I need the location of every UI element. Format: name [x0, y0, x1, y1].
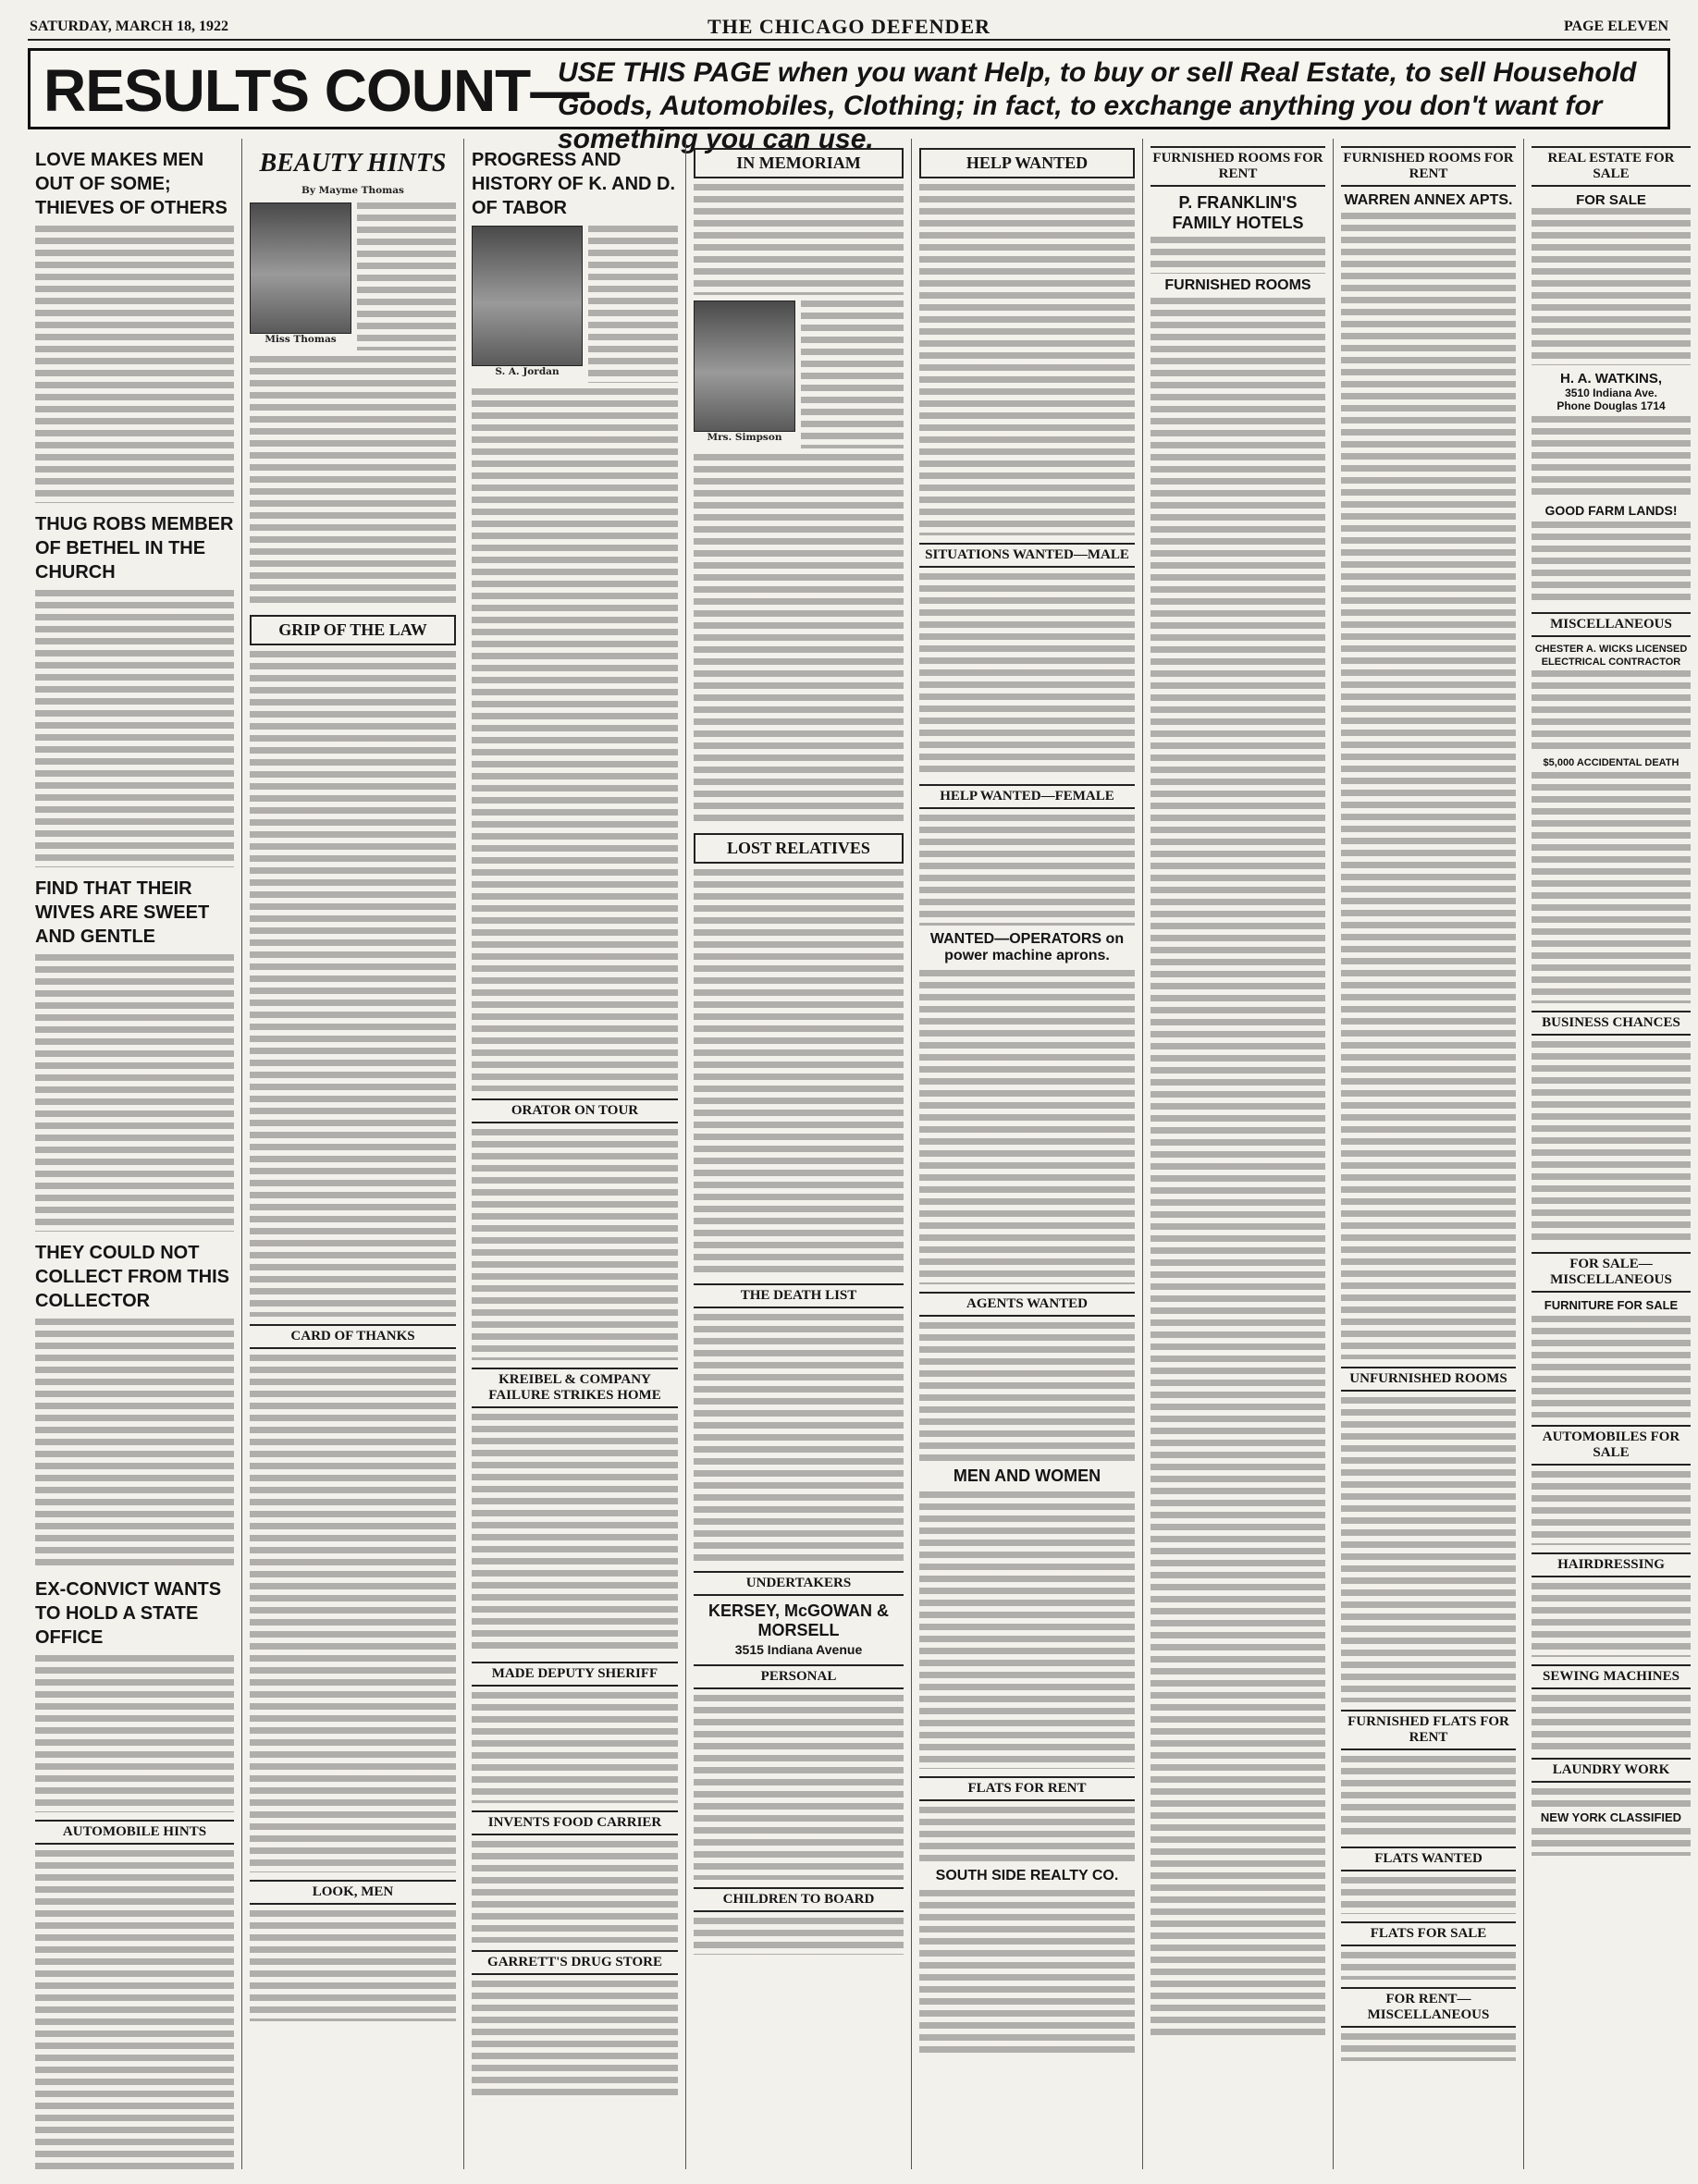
- classified-text: [1150, 298, 1325, 2036]
- banner-title: RESULTS COUNT—: [43, 57, 589, 124]
- article-text: [250, 1355, 456, 1872]
- classified-text: [919, 815, 1135, 926]
- watkins-ad: H. A. WATKINS,: [1560, 371, 1662, 386]
- classified-text: [1532, 208, 1691, 365]
- section-heading: MISCELLANEOUS: [1532, 612, 1691, 637]
- listing-text: [694, 869, 904, 1276]
- article-text: [250, 356, 456, 606]
- farm-lands-ad: GOOD FARM LANDS!: [1544, 503, 1678, 518]
- photo-caption: Mrs. Simpson: [707, 432, 782, 443]
- classified-text: [1150, 237, 1325, 274]
- article-text: [472, 1414, 678, 1654]
- watkins-phone: Phone Douglas 1714: [1556, 399, 1666, 412]
- column-3: [464, 139, 686, 2169]
- photo-caption: S. A. Jordan: [495, 366, 560, 377]
- classified-text: [1532, 670, 1691, 754]
- classified-text: [919, 1807, 1135, 1862]
- banner-text: USE THIS PAGE when you want Help, to buy or sell Real Estate, to sell Household Goods, Automobiles, Clothing; in fact, to exchange anything you don't want for something you can use.: [558, 57, 1637, 154]
- page-number: PAGE ELEVEN: [1563, 18, 1668, 34]
- ny-classified-heading: NEW YORK CLASSIFIED: [1540, 1810, 1682, 1824]
- column-1: [28, 139, 242, 2169]
- issue-date: SATURDAY, MARCH 18, 1922: [30, 18, 228, 34]
- paper-name: THE CHICAGO DEFENDER: [707, 15, 991, 38]
- byline: By Mayme Thomas: [301, 185, 404, 196]
- section-heading: THE DEATH LIST: [694, 1283, 904, 1308]
- watkins-address: 3510 Indiana Ave.: [1565, 386, 1657, 399]
- classified-text: [1341, 2033, 1516, 2061]
- portrait-photo: [694, 301, 795, 432]
- section-heading: LAUNDRY WORK: [1532, 1758, 1691, 1783]
- column-7: [1334, 139, 1524, 2169]
- section-heading: MADE DEPUTY SHERIFF: [472, 1662, 678, 1687]
- section-heading: FURNISHED FLATS FOR RENT: [1341, 1710, 1516, 1750]
- article-text: [35, 1850, 234, 2169]
- section-heading: FURNISHED ROOMS FOR RENT: [1341, 146, 1516, 187]
- classified-text: [919, 1890, 1135, 2056]
- listing-text: [694, 1695, 904, 1880]
- article-text: [472, 1692, 678, 1803]
- column-5: [912, 139, 1143, 2169]
- column-6: [1143, 139, 1334, 2169]
- memorial-text: [801, 301, 904, 448]
- furnished-rooms-ad: FURNISHED ROOMS: [1164, 277, 1311, 293]
- classified-text: [1341, 1952, 1516, 1980]
- column-4: [686, 139, 912, 2169]
- section-heading: ORATOR ON TOUR: [472, 1098, 678, 1123]
- classified-text: [919, 970, 1135, 1284]
- classified-text: [1341, 1756, 1516, 1839]
- classified-text: [1532, 1041, 1691, 1245]
- results-count-banner: [28, 48, 1670, 154]
- article-text: [250, 1910, 456, 2021]
- classified-text: [1532, 772, 1691, 1003]
- section-heading: HAIRDRESSING: [1532, 1552, 1691, 1577]
- operators-ad: WANTED—OPERATORS on power machine aprons.: [929, 931, 1125, 963]
- headline: THEY COULD NOT COLLECT FROM THIS COLLECTOR: [35, 1243, 229, 1311]
- section-heading: AGENTS WANTED: [919, 1292, 1135, 1317]
- section-heading: FOR RENT—MISCELLANEOUS: [1341, 1987, 1516, 2028]
- section-heading: REAL ESTATE FOR SALE: [1532, 146, 1691, 187]
- beauty-hints-title: BEAUTY HINTS: [259, 149, 447, 178]
- section-heading: HELP WANTED—FEMALE: [919, 784, 1135, 809]
- classified-text: [919, 184, 1135, 535]
- section-heading: CARD OF THANKS: [250, 1324, 456, 1349]
- photo-caption: Miss Thomas: [265, 334, 337, 345]
- memorial-text: [694, 184, 904, 295]
- column-8: [1524, 139, 1698, 2169]
- listing-text: [694, 1918, 904, 1955]
- masthead: [28, 11, 1670, 41]
- section-heading: GARRETT'S DRUG STORE: [472, 1950, 678, 1975]
- classified-text: [1532, 416, 1691, 499]
- article-text: [35, 226, 234, 503]
- section-heading: LOST RELATIVES: [694, 833, 904, 864]
- article-text: [472, 1981, 678, 2101]
- section-heading: FLATS WANTED: [1341, 1847, 1516, 1871]
- section-heading: FURNISHED ROOMS FOR RENT: [1150, 146, 1325, 187]
- classified-text: [1341, 1877, 1516, 1914]
- section-heading: CHILDREN TO BOARD: [694, 1887, 904, 1912]
- headline: PROGRESS AND HISTORY OF K. AND D. OF TABOR: [472, 150, 676, 218]
- classified-text: [1532, 521, 1691, 605]
- section-heading: HELP WANTED: [919, 148, 1135, 178]
- classified-text: [1532, 1788, 1691, 1807]
- section-heading: FOR SALE: [1576, 192, 1646, 208]
- listing-text: [694, 1314, 904, 1564]
- article-text: [35, 1319, 234, 1568]
- section-heading: KREIBEL & COMPANY FAILURE STRIKES HOME: [472, 1368, 678, 1408]
- wicks-ad: CHESTER A. WICKS LICENSED ELECTRICAL CONTRACTOR: [1534, 644, 1688, 668]
- section-heading: BUSINESS CHANCES: [1532, 1011, 1691, 1036]
- section-heading: IN MEMORIAM: [694, 148, 904, 178]
- article-text: [357, 202, 456, 350]
- column-2: [242, 139, 464, 2169]
- classified-text: [1341, 1397, 1516, 1702]
- classified-text: [919, 1322, 1135, 1461]
- headline: THUG ROBS MEMBER OF BETHEL IN THE CHURCH: [35, 514, 234, 583]
- accident-ad: $5,000 ACCIDENTAL DEATH: [1543, 757, 1680, 768]
- section-heading: PERSONAL: [694, 1664, 904, 1689]
- portrait-photo: [472, 226, 583, 366]
- undertaker-address: 3515 Indiana Avenue: [734, 1642, 863, 1657]
- section-heading: LOOK, MEN: [250, 1880, 456, 1905]
- classified-text: [1532, 1316, 1691, 1417]
- classified-text: [919, 1491, 1135, 1769]
- classified-text: [1532, 1695, 1691, 1750]
- classified-text: [1532, 1583, 1691, 1657]
- warren-annex-ad: WARREN ANNEX APTS.: [1344, 192, 1513, 208]
- section-heading: FOR SALE—MISCELLANEOUS: [1532, 1252, 1691, 1293]
- portrait-photo: [250, 202, 351, 334]
- section-heading: FLATS FOR SALE: [1341, 1921, 1516, 1946]
- article-text: [35, 954, 234, 1232]
- section-heading: UNDERTAKERS: [694, 1571, 904, 1596]
- section-heading: FLATS FOR RENT: [919, 1776, 1135, 1801]
- headline: EX-CONVICT WANTS TO HOLD A STATE OFFICE: [35, 1579, 222, 1648]
- undertaker-ad: KERSEY, McGOWAN & MORSELL: [708, 1601, 890, 1639]
- classified-text: [1532, 1471, 1691, 1545]
- headline: LOVE MAKES MEN OUT OF SOME; THIEVES OF OTHERS: [35, 150, 228, 218]
- section-heading: GRIP OF THE LAW: [250, 615, 456, 645]
- furniture-ad: FURNITURE FOR SALE: [1544, 1298, 1679, 1312]
- section-heading: UNFURNISHED ROOMS: [1341, 1367, 1516, 1392]
- classified-text: [1341, 213, 1516, 1359]
- section-heading: SEWING MACHINES: [1532, 1664, 1691, 1689]
- realty-ad: SOUTH SIDE REALTY CO.: [935, 1868, 1119, 1883]
- article-text: [250, 651, 456, 1317]
- memorial-text: [694, 454, 904, 824]
- classified-text: [919, 573, 1135, 777]
- section-heading: INVENTS FOOD CARRIER: [472, 1810, 678, 1835]
- section-heading: AUTOMOBILES FOR SALE: [1532, 1425, 1691, 1466]
- men-and-women-ad: MEN AND WOMEN: [953, 1466, 1101, 1485]
- article-text: [35, 590, 234, 867]
- article-text: [588, 226, 678, 383]
- section-heading: AUTOMOBILE HINTS: [35, 1820, 234, 1845]
- section-heading: SITUATIONS WANTED—MALE: [919, 543, 1135, 568]
- headline: FIND THAT THEIR WIVES ARE SWEET AND GENTLE: [35, 878, 210, 947]
- article-text: [472, 1129, 678, 1360]
- article-text: [472, 1841, 678, 1943]
- article-text: [472, 388, 678, 1091]
- article-text: [35, 1655, 234, 1812]
- franklin-hotels-ad: P. FRANKLIN'S FAMILY HOTELS: [1172, 193, 1304, 232]
- classified-text: [1532, 1828, 1691, 1856]
